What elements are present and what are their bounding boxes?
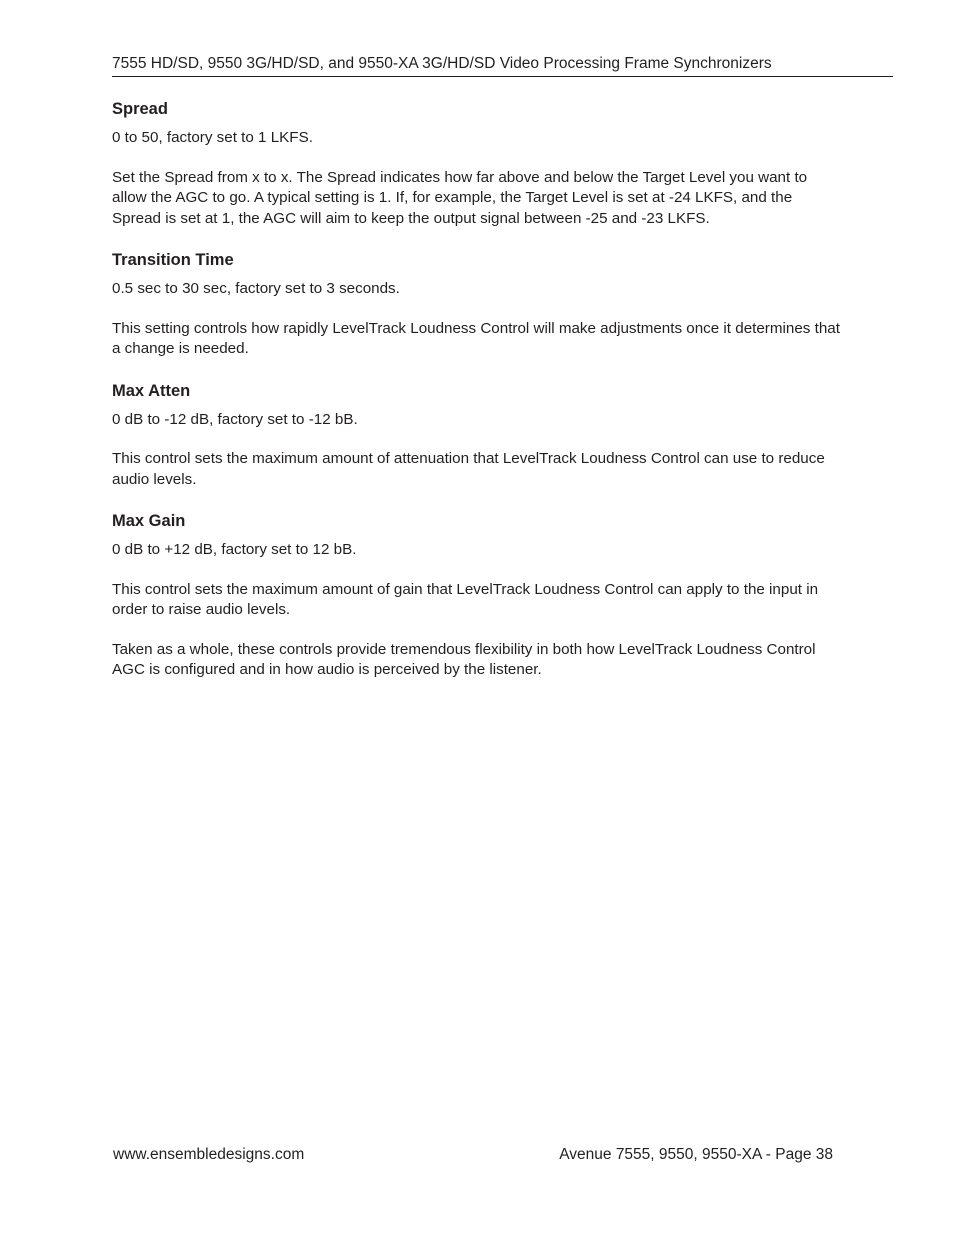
- section-description: This control sets the maximum amount of gain that LevelTrack Loudness Control can apply to the input in order to raise audio levels.: [112, 580, 819, 618]
- section-max-gain: [112, 509, 840, 681]
- section-heading: Max Gain: [112, 512, 186, 530]
- page-content: [112, 97, 840, 700]
- section-range: 0.5 sec to 30 sec, factory set to 3 seconds.: [112, 280, 400, 297]
- header-title: 7555 HD/SD, 9550 3G/HD/SD, and 9550-XA 3G/HD/SD Video Processing Frame Synchronizers: [112, 55, 772, 72]
- footer-page-label: Avenue 7555, 9550, 9550-XA - Page 38: [559, 1146, 833, 1163]
- section-spread: [112, 97, 840, 229]
- section-transition-time: [112, 248, 840, 360]
- summary-paragraph: Taken as a whole, these controls provide tremendous flexibility in both how LevelTrack Loudness Control AGC is configured and in how audio is perceived by the listener.: [112, 640, 816, 678]
- section-description: This control sets the maximum amount of attenuation that LevelTrack Loudness Control can use to reduce audio levels.: [112, 450, 825, 488]
- section-range: 0 dB to +12 dB, factory set to 12 bB.: [112, 541, 357, 558]
- section-description: Set the Spread from x to x. The Spread indicates how far above and below the Target Level you want to allow the AGC to go. A typical setting is 1. If, for example, the Target Level is set at -24 LKFS, and the Spread is set at 1, the AGC will aim to keep the output signal between -25 and -23 LKFS.: [112, 168, 808, 227]
- section-range: 0 dB to -12 dB, factory set to -12 bB.: [112, 410, 358, 428]
- section-range: 0 to 50, factory set to 1 LKFS.: [112, 129, 313, 146]
- section-max-atten: [112, 379, 840, 491]
- section-heading: Transition Time: [112, 251, 234, 269]
- section-description: This setting controls how rapidly LevelTrack Loudness Control will make adjustments once it determines that a change is needed.: [112, 319, 840, 357]
- section-heading: Max Atten: [112, 381, 191, 400]
- page-header: [112, 54, 893, 77]
- section-heading: Spread: [112, 100, 168, 118]
- footer-website: www.ensembledesigns.com: [113, 1146, 305, 1163]
